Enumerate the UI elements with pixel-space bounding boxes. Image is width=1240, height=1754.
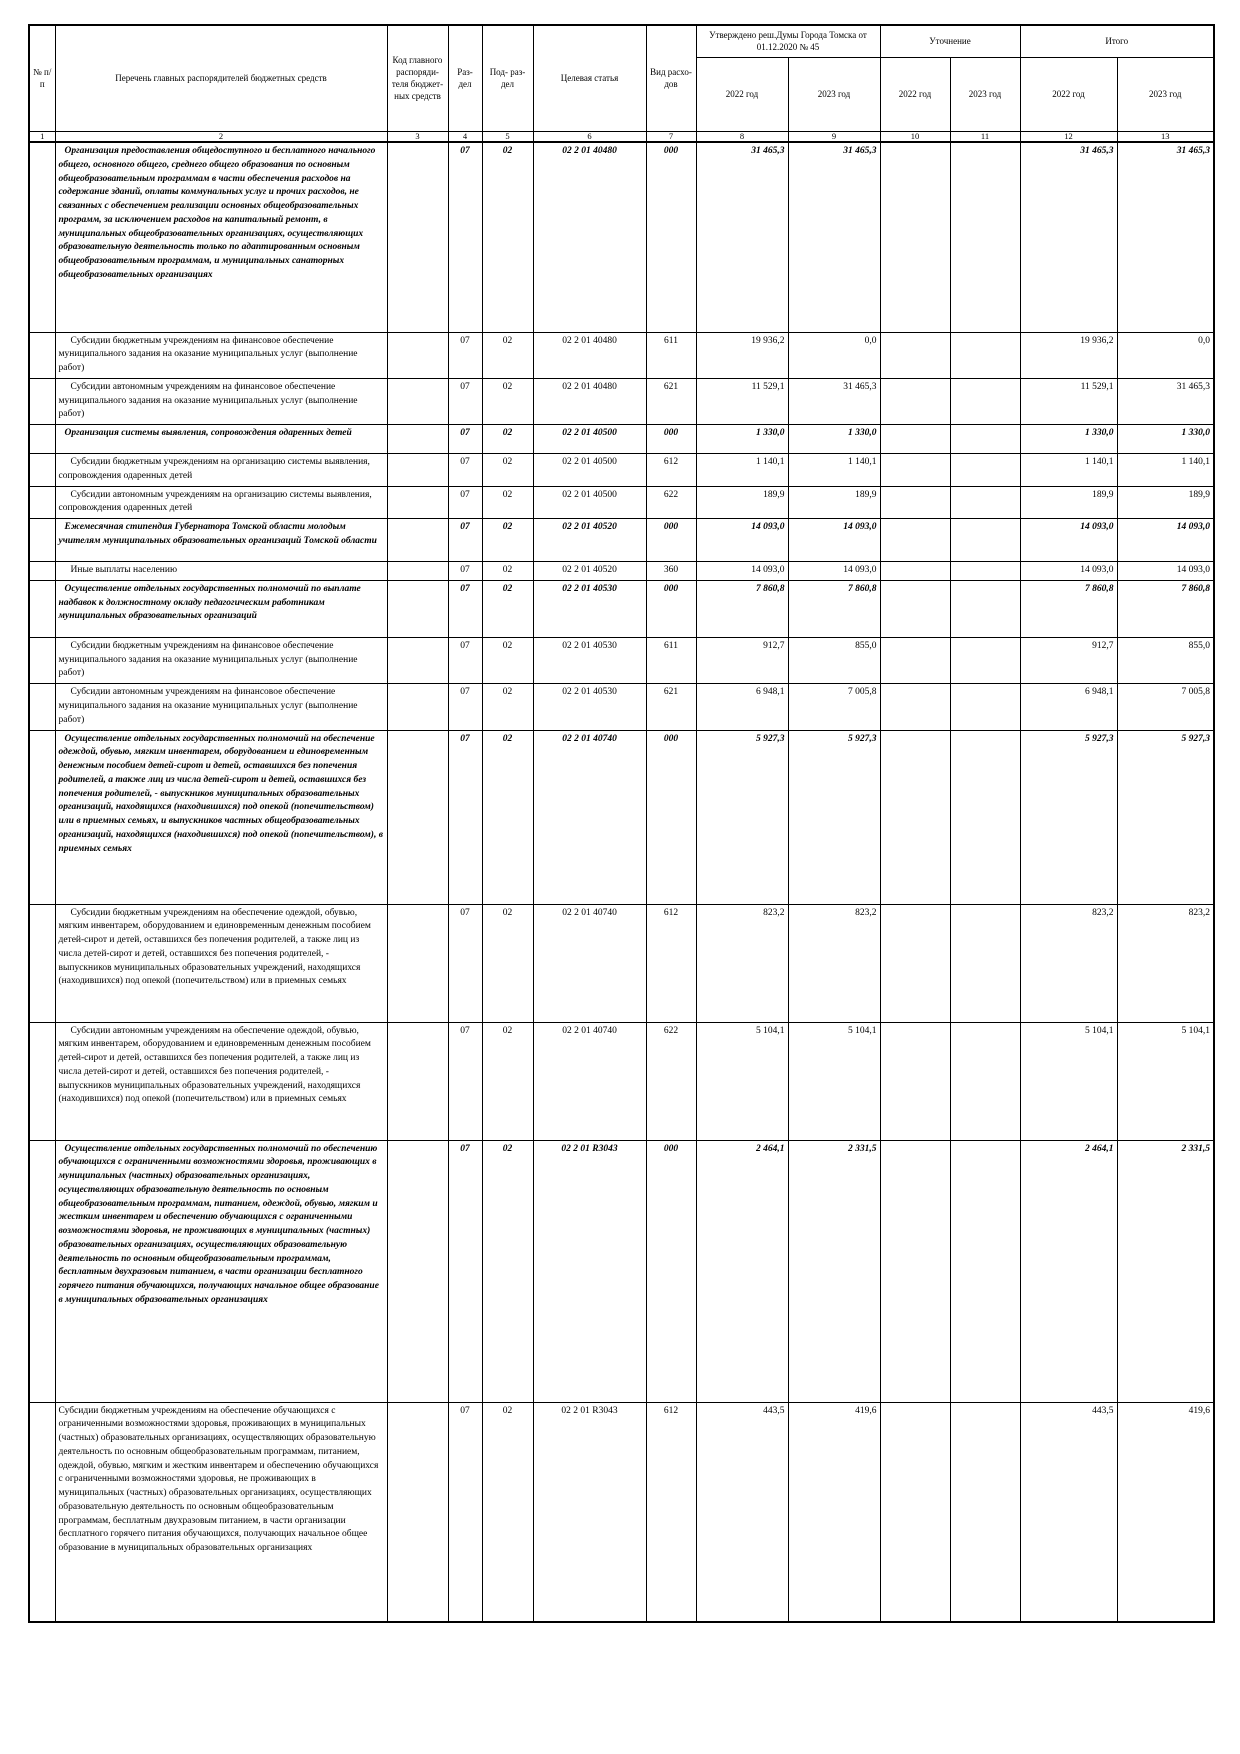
table-row xyxy=(29,1402,1214,1622)
row-clarify-2023 xyxy=(950,562,1020,581)
row-clarify-2022 xyxy=(880,730,950,904)
row-total-2023: 7 860,8 xyxy=(1117,580,1214,637)
row-total-2023: 1 140,1 xyxy=(1117,454,1214,487)
column-number: 9 xyxy=(788,131,880,142)
table-row xyxy=(29,904,1214,1022)
header-group-approved: Утверждено реш.Думы Города Томска от 01.12.2020 № 45 xyxy=(696,25,880,57)
row-total-2022: 189,9 xyxy=(1020,486,1117,519)
row-clarify-2023 xyxy=(950,486,1020,519)
row-name: Организация системы выявления, сопровождения одаренных детей xyxy=(55,425,387,454)
header-clarify-2023: 2023 год xyxy=(950,57,1020,131)
row-code xyxy=(387,730,448,904)
row-approved-2023: 7 005,8 xyxy=(788,684,880,730)
row-razdel: 07 xyxy=(448,425,482,454)
row-total-2023: 5 927,3 xyxy=(1117,730,1214,904)
row-clarify-2022 xyxy=(880,519,950,562)
row-approved-2022: 14 093,0 xyxy=(696,519,788,562)
column-number: 5 xyxy=(482,131,533,142)
row-num xyxy=(29,142,55,332)
header-total-2023: 2023 год xyxy=(1117,57,1214,131)
table-row xyxy=(29,1022,1214,1140)
row-total-2022: 1 330,0 xyxy=(1020,425,1117,454)
row-total-2022: 14 093,0 xyxy=(1020,519,1117,562)
table-header xyxy=(29,25,1214,142)
row-approved-2022: 912,7 xyxy=(696,637,788,683)
row-total-2022: 443,5 xyxy=(1020,1402,1117,1622)
row-clarify-2023 xyxy=(950,637,1020,683)
row-vid: 622 xyxy=(646,1022,696,1140)
row-total-2022: 5 927,3 xyxy=(1020,730,1117,904)
row-podrazdel: 02 xyxy=(482,730,533,904)
table-row xyxy=(29,580,1214,637)
row-name: Субсидии автономным учреждениям на организацию системы выявления, сопровождения одаренных детей xyxy=(55,486,387,519)
row-clarify-2022 xyxy=(880,684,950,730)
row-code xyxy=(387,519,448,562)
row-approved-2023: 1 140,1 xyxy=(788,454,880,487)
row-total-2023: 0,0 xyxy=(1117,332,1214,378)
row-razdel: 07 xyxy=(448,486,482,519)
row-total-2023: 7 005,8 xyxy=(1117,684,1214,730)
row-vid: 612 xyxy=(646,904,696,1022)
row-vid: 612 xyxy=(646,1402,696,1622)
row-podrazdel: 02 xyxy=(482,562,533,581)
column-number: 4 xyxy=(448,131,482,142)
row-razdel: 07 xyxy=(448,562,482,581)
row-name: Иные выплаты населению xyxy=(55,562,387,581)
table-row xyxy=(29,142,1214,332)
row-num xyxy=(29,730,55,904)
table-row xyxy=(29,637,1214,683)
row-clarify-2022 xyxy=(880,142,950,332)
row-approved-2023: 5 104,1 xyxy=(788,1022,880,1140)
row-name: Осуществление отдельных государственных полномочий по выплате надбавок к должностному окладу педагогическим работникам муниципальных образовательных организаций xyxy=(55,580,387,637)
row-clarify-2023 xyxy=(950,1022,1020,1140)
row-approved-2022: 19 936,2 xyxy=(696,332,788,378)
row-clarify-2022 xyxy=(880,332,950,378)
row-razdel: 07 xyxy=(448,730,482,904)
row-name: Субсидии бюджетным учреждениям на обеспечение обучающихся с ограниченными возможностями здоровья, проживающих в муниципальных (частных) образовательных организациях, осуществляющих образовательную деятельность по основным общеобразовательным программам, питанием, одеждой, обувью, мягким и жестким инвентарем и обеспечению обучающихся с ограниченными возможностями здоровья, не проживающих в муниципальных (частных) образовательных организациях, осуществляющих образовательную деятельность по основным общеобразовательным программам, бесплатным двухразовым питанием, в части организации бесплатного горячего питания обучающихся, получающих начальное общее образование в муниципальных образовательных организациях xyxy=(55,1402,387,1622)
row-approved-2023: 5 927,3 xyxy=(788,730,880,904)
row-podrazdel: 02 xyxy=(482,1140,533,1402)
row-num xyxy=(29,562,55,581)
row-code xyxy=(387,1402,448,1622)
row-approved-2022: 1 140,1 xyxy=(696,454,788,487)
row-total-2022: 14 093,0 xyxy=(1020,562,1117,581)
row-podrazdel: 02 xyxy=(482,684,533,730)
column-number-row xyxy=(29,131,1214,142)
row-clarify-2022 xyxy=(880,454,950,487)
row-clarify-2022 xyxy=(880,1140,950,1402)
row-podrazdel: 02 xyxy=(482,332,533,378)
row-vid: 000 xyxy=(646,580,696,637)
row-total-2023: 31 465,3 xyxy=(1117,378,1214,424)
row-name: Ежемесячная стипендия Губернатора Томской области молодым учителям муниципальных образовательных организаций Томской области xyxy=(55,519,387,562)
column-number: 12 xyxy=(1020,131,1117,142)
row-clarify-2023 xyxy=(950,378,1020,424)
row-razdel: 07 xyxy=(448,332,482,378)
header-clarify-2022: 2022 год xyxy=(880,57,950,131)
row-clarify-2023 xyxy=(950,580,1020,637)
table-row xyxy=(29,684,1214,730)
column-number: 2 xyxy=(55,131,387,142)
row-total-2022: 6 948,1 xyxy=(1020,684,1117,730)
row-code xyxy=(387,637,448,683)
row-num xyxy=(29,486,55,519)
row-num xyxy=(29,1140,55,1402)
row-name: Субсидии бюджетным учреждениям на финансовое обеспечение муниципального задания на оказание муниципальных услуг (выполнение работ) xyxy=(55,332,387,378)
row-vid: 000 xyxy=(646,142,696,332)
row-code xyxy=(387,1022,448,1140)
row-vid: 000 xyxy=(646,519,696,562)
row-approved-2023: 1 330,0 xyxy=(788,425,880,454)
row-name: Субсидии автономным учреждениям на финансовое обеспечение муниципального задания на оказание муниципальных услуг (выполнение работ) xyxy=(55,378,387,424)
row-num xyxy=(29,637,55,683)
row-article: 02 2 01 40500 xyxy=(533,425,646,454)
column-number: 7 xyxy=(646,131,696,142)
row-article: 02 2 01 40530 xyxy=(533,637,646,683)
row-vid: 000 xyxy=(646,425,696,454)
row-razdel: 07 xyxy=(448,904,482,1022)
row-vid: 612 xyxy=(646,454,696,487)
row-approved-2022: 6 948,1 xyxy=(696,684,788,730)
row-podrazdel: 02 xyxy=(482,904,533,1022)
row-article: 02 2 01 40530 xyxy=(533,684,646,730)
row-total-2022: 31 465,3 xyxy=(1020,142,1117,332)
row-razdel: 07 xyxy=(448,580,482,637)
row-num xyxy=(29,684,55,730)
row-article: 02 2 01 R3043 xyxy=(533,1140,646,1402)
row-num xyxy=(29,1022,55,1140)
column-number: 10 xyxy=(880,131,950,142)
row-approved-2023: 31 465,3 xyxy=(788,142,880,332)
row-clarify-2023 xyxy=(950,519,1020,562)
header-razdel: Раз- дел xyxy=(448,25,482,131)
row-clarify-2022 xyxy=(880,486,950,519)
column-number: 6 xyxy=(533,131,646,142)
row-num xyxy=(29,454,55,487)
row-total-2023: 1 330,0 xyxy=(1117,425,1214,454)
row-total-2022: 2 464,1 xyxy=(1020,1140,1117,1402)
row-clarify-2023 xyxy=(950,425,1020,454)
row-num xyxy=(29,378,55,424)
row-clarify-2022 xyxy=(880,562,950,581)
row-code xyxy=(387,562,448,581)
row-vid: 000 xyxy=(646,730,696,904)
row-name: Субсидии автономным учреждениям на финансовое обеспечение муниципального задания на оказание муниципальных услуг (выполнение работ) xyxy=(55,684,387,730)
row-total-2023: 14 093,0 xyxy=(1117,519,1214,562)
row-approved-2023: 855,0 xyxy=(788,637,880,683)
row-approved-2022: 443,5 xyxy=(696,1402,788,1622)
row-total-2022: 1 140,1 xyxy=(1020,454,1117,487)
row-clarify-2023 xyxy=(950,730,1020,904)
row-clarify-2023 xyxy=(950,904,1020,1022)
row-vid: 621 xyxy=(646,684,696,730)
row-clarify-2022 xyxy=(880,637,950,683)
row-article: 02 2 01 40520 xyxy=(533,519,646,562)
row-code xyxy=(387,454,448,487)
row-total-2022: 823,2 xyxy=(1020,904,1117,1022)
budget-table xyxy=(28,24,1215,1623)
table-row xyxy=(29,332,1214,378)
row-clarify-2022 xyxy=(880,378,950,424)
row-article: 02 2 01 40480 xyxy=(533,332,646,378)
row-code xyxy=(387,684,448,730)
row-article: 02 2 01 40500 xyxy=(533,486,646,519)
row-approved-2023: 189,9 xyxy=(788,486,880,519)
table-row xyxy=(29,730,1214,904)
row-name: Субсидии бюджетным учреждениям на организацию системы выявления, сопровождения одаренных детей xyxy=(55,454,387,487)
row-razdel: 07 xyxy=(448,684,482,730)
row-podrazdel: 02 xyxy=(482,1402,533,1622)
header-group-clarify: Уточнение xyxy=(880,25,1020,57)
row-name: Субсидии бюджетным учреждениям на финансовое обеспечение муниципального задания на оказание муниципальных услуг (выполнение работ) xyxy=(55,637,387,683)
row-article: 02 2 01 40740 xyxy=(533,730,646,904)
row-razdel: 07 xyxy=(448,378,482,424)
row-code xyxy=(387,378,448,424)
row-approved-2022: 2 464,1 xyxy=(696,1140,788,1402)
row-clarify-2022 xyxy=(880,1022,950,1140)
row-total-2022: 912,7 xyxy=(1020,637,1117,683)
row-vid: 621 xyxy=(646,378,696,424)
header-code: Код главного распоряди- теля бюджет- ных средств xyxy=(387,25,448,131)
row-num xyxy=(29,519,55,562)
row-total-2023: 5 104,1 xyxy=(1117,1022,1214,1140)
row-total-2023: 419,6 xyxy=(1117,1402,1214,1622)
row-clarify-2023 xyxy=(950,1402,1020,1622)
row-article: 02 2 01 40740 xyxy=(533,904,646,1022)
row-vid: 611 xyxy=(646,637,696,683)
table-row xyxy=(29,378,1214,424)
row-total-2022: 11 529,1 xyxy=(1020,378,1117,424)
table-row xyxy=(29,486,1214,519)
row-podrazdel: 02 xyxy=(482,454,533,487)
row-clarify-2022 xyxy=(880,1402,950,1622)
row-podrazdel: 02 xyxy=(482,1022,533,1140)
row-approved-2023: 14 093,0 xyxy=(788,562,880,581)
row-razdel: 07 xyxy=(448,1022,482,1140)
column-number: 11 xyxy=(950,131,1020,142)
row-approved-2022: 31 465,3 xyxy=(696,142,788,332)
row-podrazdel: 02 xyxy=(482,425,533,454)
row-clarify-2023 xyxy=(950,142,1020,332)
row-article: 02 2 01 40480 xyxy=(533,378,646,424)
row-code xyxy=(387,142,448,332)
row-clarify-2022 xyxy=(880,425,950,454)
row-name: Осуществление отдельных государственных полномочий на обеспечение одеждой, обувью, мягким инвентарем, оборудованием и единовременным денежным пособием детей-сирот и детей, оставшихся без попечения родителей, а также лиц из числа детей-сирот и детей, оставшихся без попечения родителей, - выпускников муниципальных образовательных организаций, находящихся (находившихся) под опекой (попечительством) или в приемных семьях, и выпускников частных общеобразовательных организаций, находящихся (находившихся) под опекой (попечительством), в приемных семьях xyxy=(55,730,387,904)
row-name: Организация предоставления общедоступного и бесплатного начального общего, основного общего, среднего общего образования по основным общеобразовательным программам в части обеспечения расходов на содержание зданий, оплаты коммунальных услуг и прочих расходов, не связанных с обеспечением реализации основных общеобразовательных программ, за исключением расходов на капитальный ремонт, в муниципальных общеобразовательных организациях, осуществляющих образовательную деятельность только по адаптированным основным общеобразовательным программам, и муниципальных санаторных общеобразовательных организациях xyxy=(55,142,387,332)
row-approved-2022: 11 529,1 xyxy=(696,378,788,424)
row-code xyxy=(387,580,448,637)
column-number: 13 xyxy=(1117,131,1214,142)
row-article: 02 2 01 40500 xyxy=(533,454,646,487)
row-article: 02 2 01 40740 xyxy=(533,1022,646,1140)
table-body xyxy=(29,142,1214,1622)
row-num xyxy=(29,904,55,1022)
row-total-2023: 14 093,0 xyxy=(1117,562,1214,581)
column-number: 1 xyxy=(29,131,55,142)
row-podrazdel: 02 xyxy=(482,378,533,424)
row-razdel: 07 xyxy=(448,519,482,562)
row-approved-2023: 7 860,8 xyxy=(788,580,880,637)
header-total-2022: 2022 год xyxy=(1020,57,1117,131)
row-razdel: 07 xyxy=(448,142,482,332)
row-approved-2023: 2 331,5 xyxy=(788,1140,880,1402)
row-vid: 360 xyxy=(646,562,696,581)
row-total-2022: 19 936,2 xyxy=(1020,332,1117,378)
row-approved-2022: 1 330,0 xyxy=(696,425,788,454)
row-num xyxy=(29,425,55,454)
row-name: Субсидии автономным учреждениям на обеспечение одеждой, обувью, мягким инвентарем, оборудованием и единовременным денежным пособием детей-сирот и детей, оставшихся без попечения родителей, а также лиц из числа детей-сирот и детей, оставшихся без попечения родителей, - выпускников муниципальных образовательных учреждений, находящихся (находившихся) под опекой (попечительством) или в приемных семьях xyxy=(55,1022,387,1140)
row-approved-2023: 0,0 xyxy=(788,332,880,378)
row-clarify-2023 xyxy=(950,684,1020,730)
row-vid: 000 xyxy=(646,1140,696,1402)
header-group-total: Итого xyxy=(1020,25,1214,57)
column-number: 3 xyxy=(387,131,448,142)
header-approved-2022: 2022 год xyxy=(696,57,788,131)
row-clarify-2023 xyxy=(950,1140,1020,1402)
row-num xyxy=(29,332,55,378)
header-approved-2023: 2023 год xyxy=(788,57,880,131)
row-approved-2022: 7 860,8 xyxy=(696,580,788,637)
table-row xyxy=(29,519,1214,562)
row-approved-2022: 5 104,1 xyxy=(696,1022,788,1140)
row-podrazdel: 02 xyxy=(482,486,533,519)
row-razdel: 07 xyxy=(448,1402,482,1622)
row-total-2022: 5 104,1 xyxy=(1020,1022,1117,1140)
row-code xyxy=(387,1140,448,1402)
row-total-2023: 823,2 xyxy=(1117,904,1214,1022)
table-row xyxy=(29,562,1214,581)
row-razdel: 07 xyxy=(448,637,482,683)
header-name: Перечень главных распорядителей бюджетных средств xyxy=(55,25,387,131)
row-name: Осуществление отдельных государственных полномочий по обеспечению обучающихся с ограниченными возможностями здоровья, проживающих в муниципальных (частных) образовательных организациях, осуществляющих образовательную деятельность по основным общеобразовательным программам, питанием, одеждой, обувью, мягким и жестким инвентарем и обеспечению обучающихся с ограниченными возможностями здоровья, не проживающих в муниципальных (частных) образовательных организациях, осуществляющих образовательную деятельность по основным общеобразовательным программам, бесплатным двухразовым питанием, в части организации бесплатного горячего питания обучающихся, получающих начальное общее образование в муниципальных образовательных организациях xyxy=(55,1140,387,1402)
row-num xyxy=(29,580,55,637)
row-approved-2022: 14 093,0 xyxy=(696,562,788,581)
row-clarify-2023 xyxy=(950,332,1020,378)
row-article: 02 2 01 40520 xyxy=(533,562,646,581)
row-approved-2023: 823,2 xyxy=(788,904,880,1022)
row-total-2023: 31 465,3 xyxy=(1117,142,1214,332)
row-total-2023: 2 331,5 xyxy=(1117,1140,1214,1402)
row-razdel: 07 xyxy=(448,1140,482,1402)
row-code xyxy=(387,332,448,378)
row-total-2023: 855,0 xyxy=(1117,637,1214,683)
header-vid: Вид расхо- дов xyxy=(646,25,696,131)
header-num: № п/п xyxy=(29,25,55,131)
table-row xyxy=(29,425,1214,454)
budget-sheet xyxy=(28,24,1215,1623)
header-podrazdel: Под- раз- дел xyxy=(482,25,533,131)
row-article: 02 2 01 R3043 xyxy=(533,1402,646,1622)
table-row xyxy=(29,1140,1214,1402)
row-podrazdel: 02 xyxy=(482,637,533,683)
row-approved-2022: 823,2 xyxy=(696,904,788,1022)
row-approved-2023: 419,6 xyxy=(788,1402,880,1622)
column-number: 8 xyxy=(696,131,788,142)
row-approved-2022: 189,9 xyxy=(696,486,788,519)
row-clarify-2022 xyxy=(880,580,950,637)
header-article: Целевая статья xyxy=(533,25,646,131)
row-article: 02 2 01 40530 xyxy=(533,580,646,637)
row-code xyxy=(387,425,448,454)
row-name: Субсидии бюджетным учреждениям на обеспечение одеждой, обувью, мягким инвентарем, оборудованием и единовременным денежным пособием детей-сирот и детей, оставшихся без попечения родителей, а также лиц из числа детей-сирот и детей, оставшихся без попечения родителей, - выпускников муниципальных образовательных учреждений, находящихся (находившихся) под опекой (попечительством) или в приемных семьях xyxy=(55,904,387,1022)
row-clarify-2022 xyxy=(880,904,950,1022)
row-podrazdel: 02 xyxy=(482,519,533,562)
row-code xyxy=(387,486,448,519)
row-code xyxy=(387,904,448,1022)
row-total-2022: 7 860,8 xyxy=(1020,580,1117,637)
row-approved-2023: 14 093,0 xyxy=(788,519,880,562)
row-approved-2022: 5 927,3 xyxy=(696,730,788,904)
row-approved-2023: 31 465,3 xyxy=(788,378,880,424)
row-clarify-2023 xyxy=(950,454,1020,487)
row-podrazdel: 02 xyxy=(482,142,533,332)
row-podrazdel: 02 xyxy=(482,580,533,637)
table-row xyxy=(29,454,1214,487)
row-article: 02 2 01 40480 xyxy=(533,142,646,332)
row-vid: 611 xyxy=(646,332,696,378)
row-num xyxy=(29,1402,55,1622)
row-vid: 622 xyxy=(646,486,696,519)
row-total-2023: 189,9 xyxy=(1117,486,1214,519)
row-razdel: 07 xyxy=(448,454,482,487)
